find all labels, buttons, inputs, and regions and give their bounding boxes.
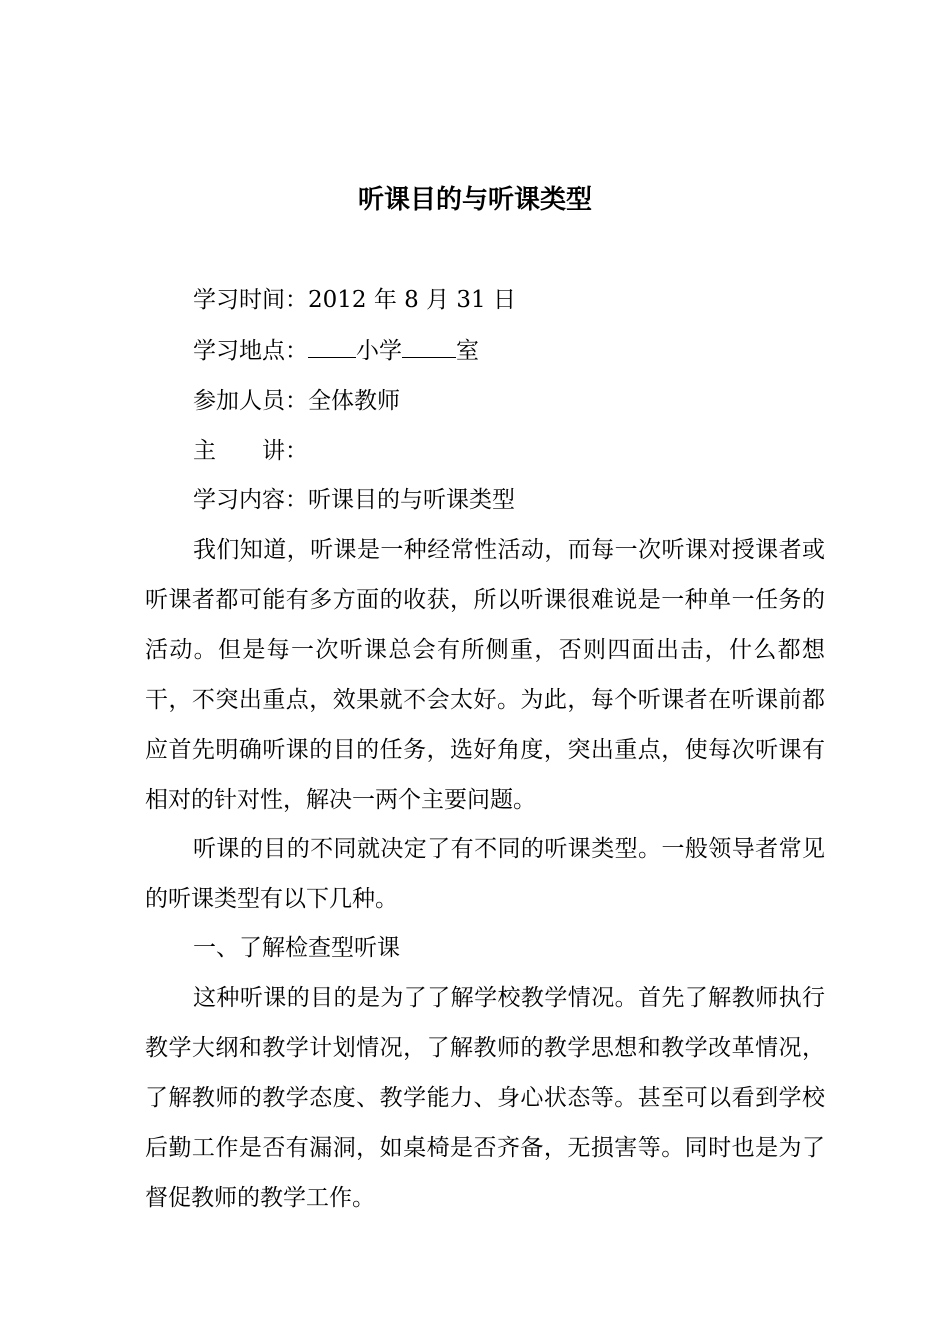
study-content-label: 学习内容： bbox=[193, 487, 308, 513]
study-place-line bbox=[193, 333, 873, 369]
study-time-line bbox=[193, 282, 873, 318]
body-paragraph-3: 这种听课的目的是为了了解学校教学情况。首先了解教师执行教学大纲和教学计划情况，了解教师的教学思想和教学改革情况，了解教师的教学态度、教学能力、身心状态等。甚至可以看到学校后勤工作是否有漏洞，如桌椅是否齐备，无损害等。同时也是为了督促教师的教学工作。 bbox=[145, 985, 825, 1211]
body-paragraph-2: 听课的目的不同就决定了有不同的听课类型。一般领导者常见的听课类型有以下几种。 bbox=[145, 836, 825, 912]
room-blank bbox=[402, 333, 456, 358]
speaker-line bbox=[193, 433, 873, 469]
study-content-line bbox=[193, 482, 873, 518]
participants-value: 全体教师 bbox=[308, 388, 400, 414]
study-time-label: 学习时间： bbox=[193, 287, 308, 313]
school-blank bbox=[308, 333, 356, 358]
study-place-label: 学习地点： bbox=[193, 338, 308, 364]
speaker-label-first: 主 bbox=[193, 438, 216, 464]
section-heading-1: 一、了解检查型听课 bbox=[193, 935, 400, 961]
speaker-label-second: 讲： bbox=[262, 438, 308, 464]
document-title: 听课目的与听课类型 bbox=[357, 185, 592, 215]
study-place-school: 小学 bbox=[356, 338, 402, 364]
participants-label: 参加人员： bbox=[193, 388, 308, 414]
study-time-value: 2012 年 8 月 31 日 bbox=[308, 287, 516, 313]
study-content-value: 听课目的与听课类型 bbox=[308, 487, 515, 513]
body-paragraph-1: 我们知道，听课是一种经常性活动，而每一次听课对授课者或听课者都可能有多方面的收获，所以听课很难说是一种单一任务的活动。但是每一次听课总会有所侧重，否则四面出击，什么都想干，不突出重点，效果就不会太好。为此，每个听课者在听课前都应首先明确听课的目的任务，选好角度，突出重点，使每次听课有相对的针对性，解决一两个主要问题。 bbox=[145, 537, 825, 813]
participants-line bbox=[193, 383, 873, 419]
study-place-room: 室 bbox=[456, 338, 479, 364]
